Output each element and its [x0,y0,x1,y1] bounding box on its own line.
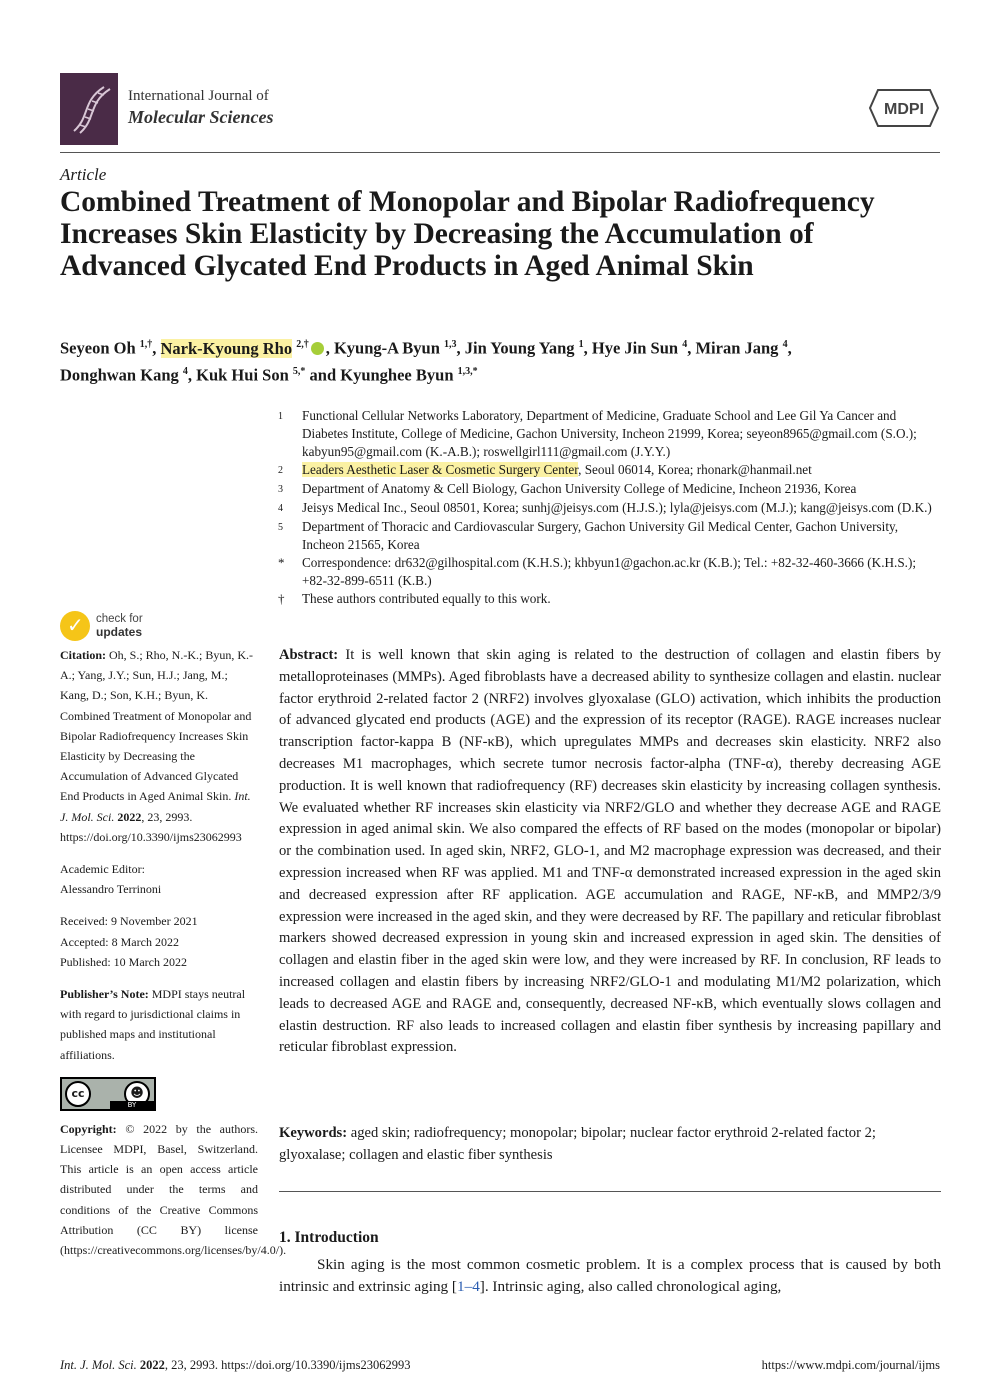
orcid-icon[interactable] [311,342,324,355]
affiliation-text [302,461,940,480]
equal-contribution-note: These authors contributed equally to this work. [302,591,551,606]
author-affil-sup: 1 [578,339,584,350]
copyright-block [60,1119,287,1260]
affiliation-text-rest: , Seoul 06014, Korea; rhonark@hanmail.net [578,462,812,477]
check-updates-icon [60,611,90,641]
authors-joiner: and [309,365,337,384]
affiliation-text: Functional Cellular Networks Laboratory, Department of Medicine, Graduate School and Lee Gil Ya Cancer and Diabetes Institute, College of Medicine, Gachon University, Incheon 21999, Korea; seyeon8965@gmail.com (S.O.); kabyun95@gmail.com (K.-A.B.); roswellgirl111@gmail.com (J.Y.Y.) [302,408,917,459]
journal-name-line1: International Journal of [128,88,269,104]
affiliation-item [278,461,940,480]
intro-text-after: ]. Intrinsic aging, also called chronological aging, [479,1278,782,1295]
affiliation-mark: 4 [278,503,283,514]
check-updates-text [96,613,143,639]
affiliation-mark: 2 [278,465,283,476]
publisher-note-block [60,984,258,1065]
footer-journal: Int. J. Mol. Sci. [60,1358,137,1372]
journal-name [128,86,274,128]
citation-journal: Int. J. Mol. Sci. [60,789,251,824]
intro-text-before: Skin aging is the most common cosmetic problem. It is a complex process that is caused by both intrinsic and extrinsic aging [ [279,1256,941,1295]
author-name[interactable]: Kyunghee Byun [340,365,454,384]
author-name[interactable]: Jin Young Yang [464,338,575,358]
publisher-note-label: Publisher’s Note: [60,987,149,1002]
introduction-paragraph [279,1254,941,1298]
affiliation-mark: * [278,555,285,570]
author-affil-sup: 4 [682,339,688,350]
citation-label: Citation: [60,648,106,662]
author-affil-sup: 5,* [292,365,306,377]
affiliation-item [278,554,940,590]
footer-year: 2022 [139,1358,165,1372]
author-name[interactable]: Nark-Kyoung Rho [160,338,293,358]
keywords-label: Keywords: [279,1125,348,1141]
editor-block [60,859,258,899]
author-list: Seyeon Oh $^{1,\dagger}$, Nark-Kyoung Rho $^{2,\dagger}$ , Kyung-A Byun $^{1,3}$, Jin Young Yang $^1$, Hye Jin Sun $^4$, Miran Jang $^4$, Donghwan Kang $^4$, Kuk Hui Son $^{5,*}$ and Kyunghee Byun $^{1,3,*}$ [60,338,792,384]
affiliation-text: Department of Thoracic and Cardiovascular Surgery, Gachon University Gil Medical Center, Gachon University, Incheon 21565, Korea [302,519,899,552]
received-date: Received: 9 November 2021 [60,914,198,929]
publisher-note-text: MDPI stays neutral with regard to jurisdictional claims in published maps and institutional affiliations. [60,987,246,1062]
author-name[interactable]: Hye Jin Sun [591,338,679,358]
cc-by-license-badge[interactable] [60,1077,156,1111]
author-name[interactable]: Kuk Hui Son [196,365,289,384]
abstract-label: Abstract: [279,647,339,663]
footer-journal-url[interactable]: https://www.mdpi.com/journal/ijms [761,1358,940,1372]
affiliation-item [278,407,940,461]
journal-name-line2: Molecular Sciences [128,107,274,127]
page-footer [60,1358,940,1373]
mdpi-hexagon-icon [868,88,940,128]
author-affil-sup: 4 [182,365,188,377]
dna-logo-icon [60,73,118,145]
article-title: Combined Treatment of Monopolar and Bipolar Radiofrequency Increases Skin Elasticity by Decreasing the Accumulation of Advanced Glycated End Products in Aged Animal Skin [60,186,875,282]
keywords-text: aged skin; radiofrequency; monopolar; bipolar; nuclear factor erythroid 2-related factor 2; glyoxalase; collagen and elastic fiber synthesis [279,1125,876,1163]
author-name[interactable]: Seyeon Oh [60,338,136,358]
by-label: BY [110,1101,154,1109]
reference-link[interactable]: 1–4 [457,1278,480,1295]
abstract-text: It is well known that skin aging is related to the destruction of collagen and elastin fibers by metalloproteinases (MMPs). Aged fibroblasts have a decreased ability to synthesize collagen and elastin. nuclear factor erythroid 2-related factor 2 (NRF2) involves glyoxalase (GLO) activation, which inhibits the production of advanced glycated end products (AGE) and the expression of its receptor (RAGE). RAGE increases nuclear transcription factor-kappa B (NF-κB), which upregulates MMPs and decreases skin elasticity. NRF2 also decreases M1 macrophages, which secrete tumor necrosis factor-alpha (TNF-α), thereby decreasing AGE production. It is well known that radiofrequency (RF) decreases skin elasticity by increasing collagen synthesis. We evaluated whether RF increases skin elasticity via NRF2/GLO and whether they decrease AGE and RAGE expression in aged animal skin. We also compared the effects of RF based on the modes (monopolar or bipolar) or the combination used. In aged skin, NRF2, GLO-1, and M2 macrophage expression was decreased, and their expression increased when RF was applied. M1 and TNF-α demonstrated increased expression in the aged skin and decreased expression after RF application. AGE accumulation and RAGE, NF-κB, and MMP2/3/9 expression were increased in the aged skin, and they were decreased by RF. The papillary and reticular fibroblast markers showed decreased expression in young skin and increased expression in aged skin. The densities of collagen and elastin fiber in the aged skin were low, and they were increased by RF. In conclusion, RF leads to increased collagen and elastin fibers by increasing NRF2/GLO-1 and modulating M1/M2 polarization, which leads to decreased AGE and RAGE and, consequently, decreased NF-κB, which eventually slows collagen and elastin destruction. RF also leads to increased collagen and elastin fiber synthesis by increasing papillary and reticular fibroblast expression. [279,647,941,1056]
author-name[interactable]: Donghwan Kang [60,365,179,384]
check-for-updates-badge[interactable] [60,610,220,642]
article-type: Article [60,165,107,184]
footer-citation [60,1358,410,1373]
citation-doi[interactable]: , 23, 2993. https://doi.org/10.3390/ijms23062993 [60,809,242,844]
mdpi-logo[interactable] [868,88,940,128]
author-affil-sup: 2,† [296,339,309,350]
affiliation-text: Jeisys Medical Inc., Seoul 08501, Korea; sunhj@jeisys.com (H.J.S.); lyla@jeisys.com (M.J.); kang@jeisys.com (D.K.) [302,500,932,515]
header-divider [60,152,940,153]
author-name[interactable]: Miran Jang [695,338,779,358]
affiliation-mark: 3 [278,484,283,495]
affiliation-item [278,518,940,554]
citation-year: 2022 [117,809,142,824]
accepted-date: Accepted: 8 March 2022 [60,934,179,949]
copyright-text: © 2022 by the authors. Licensee MDPI, Basel, Switzerland. This article is an open access article distributed under the terms and conditions of the Creative Commons Attribution (CC BY) license (https://creativecommons.org/licenses/by/4.0/). [60,1121,287,1258]
check-updates-line2: updates [96,625,143,639]
section-divider [279,1191,941,1192]
cc-icon: cc [65,1081,91,1107]
author-affil-sup: 1,3,* [457,365,478,377]
dates-block [60,911,258,972]
affiliation-item [278,499,940,518]
affiliation-highlight: Leaders Aesthetic Laser & Cosmetic Surgery Center [302,462,579,477]
affiliation-mark: 1 [278,411,283,422]
author-affil-sup: 1,3 [444,339,457,350]
keywords [279,1123,941,1167]
author-affil-sup: 1,† [139,339,153,350]
correspondence-text: Correspondence: dr632@gilhospital.com (K.H.S.); khbyun1@gachon.ac.kr (K.B.); Tel.: +82-32-460-3666 (K.H.S.); +82-32-899-6511 (K.B.) [302,555,917,588]
section-heading-introduction: 1. Introduction [279,1229,379,1246]
copyright-label: Copyright: [60,1121,117,1136]
footer-doi[interactable]: , 23, 2993. https://doi.org/10.3390/ijms23062993 [164,1358,411,1372]
affiliation-item [278,590,940,608]
editor-label: Academic Editor: [60,862,145,877]
sidebar [60,645,287,1272]
affiliation-text: Department of Anatomy & Cell Biology, Gachon University College of Medicine, Incheon 21936, Korea [302,481,857,496]
author-name[interactable]: Kyung-A Byun [333,338,440,358]
affiliation-item [278,480,940,499]
abstract [279,645,941,1059]
affiliation-list [278,407,940,608]
citation-text: Oh, S.; Rho, N.-K.; Byun, K.-A.; Yang, J.Y.; Sun, H.J.; Jang, M.; Kang, D.; Son, K.H.; Byun, K. Combined Treatment of Monopolar and Bipolar Radiofrequency Increases Skin Elasticity by Decreasing the Accumulation of Advanced Glycated End Products in Aged Animal Skin. [60,648,254,804]
affiliation-mark: † [278,591,285,606]
citation-block [60,645,258,847]
affiliation-mark: 5 [278,522,283,533]
check-updates-line1: check for [96,613,143,625]
attribution-person-icon: ☻ [124,1081,150,1107]
editor-name: Alessandro Terrinoni [60,882,162,897]
publisher-name: MDPI [884,101,924,118]
author-affil-sup: 4 [782,339,788,350]
journal-logo [60,73,118,145]
published-date: Published: 10 March 2022 [60,954,187,969]
